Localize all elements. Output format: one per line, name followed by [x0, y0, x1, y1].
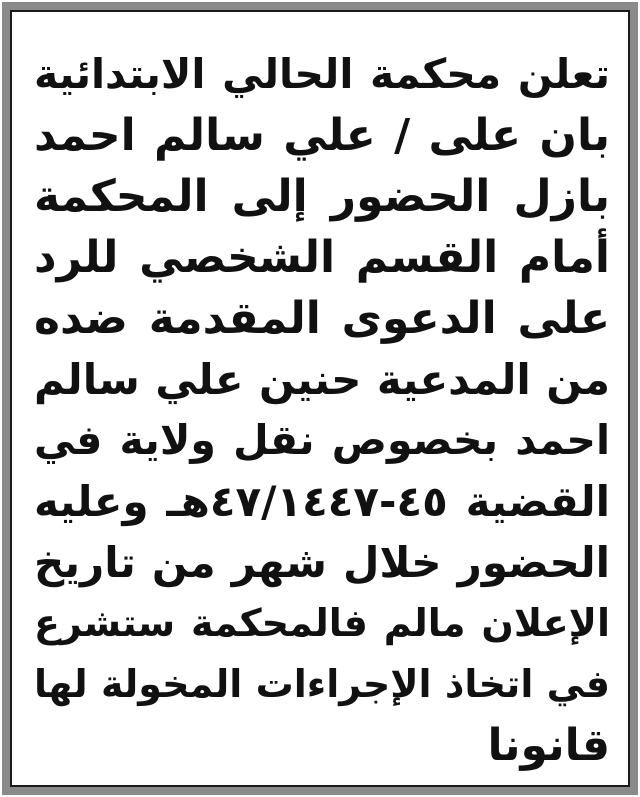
notice-line: الحضور خلال شهر من تاريخ [34, 538, 610, 587]
notice-line: قانونا [487, 720, 610, 771]
notice-line: في اتخاذ الإجراءات المخولة لها [34, 662, 610, 706]
notice-frame [2, 2, 638, 795]
notice-line: احمد بخصوص نقل ولاية في [34, 416, 610, 464]
notice-line: الإعلان مالم فالمحكمة ستشرع [34, 601, 610, 645]
notice-line: بان على / علي سالم احمد [34, 110, 610, 161]
notice-panel [10, 10, 630, 787]
notice-line: على الدعوى المقدمة ضده [34, 293, 610, 344]
notice-line: من المدعية حنين علي سالم [34, 355, 610, 404]
notice-line: القضية ٤٥-٤٧/١٤٤٧هـ وعليه [34, 477, 610, 526]
notice-line: بازل الحضور إلى المحكمة [34, 171, 610, 222]
court-notice-text [34, 44, 610, 776]
notice-line: تعلن محكمة الحالي الابتدائية [34, 50, 610, 98]
notice-line: أمام القسم الشخصي للرد [34, 232, 610, 283]
